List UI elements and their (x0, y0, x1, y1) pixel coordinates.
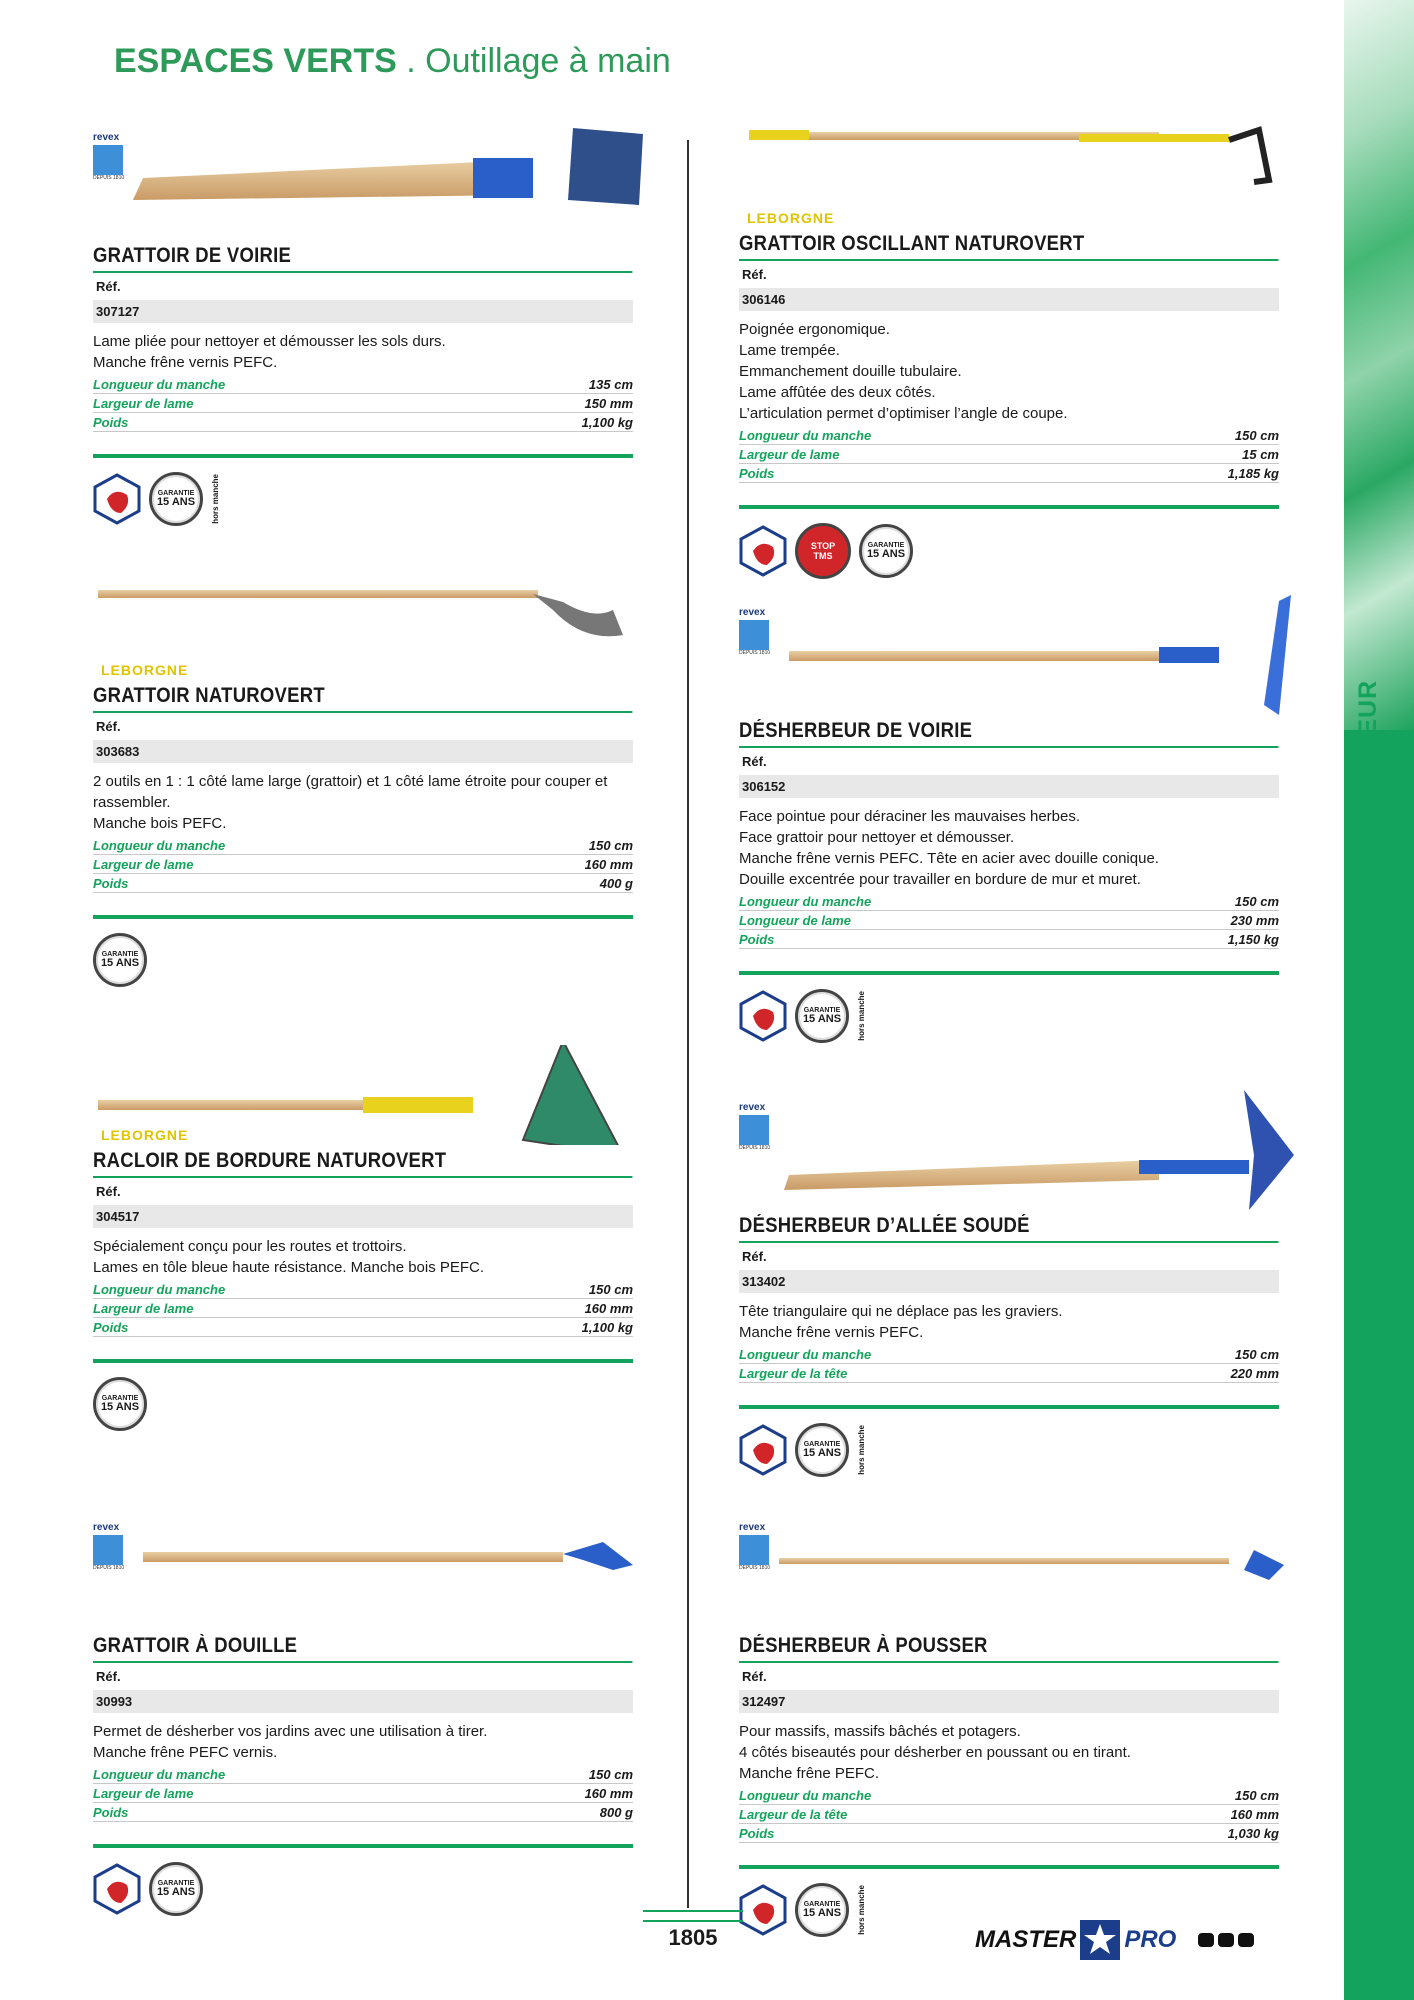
badge-row (93, 1862, 633, 1916)
ref-label: Réf. (742, 1249, 767, 1264)
spec-row (93, 1803, 633, 1822)
tool-image (739, 120, 1299, 233)
spec-value: 150 cm (1234, 428, 1279, 443)
tool-image (93, 1045, 653, 1150)
made-in-france-icon (93, 1863, 141, 1915)
product-card (93, 580, 633, 987)
made-in-france-icon (739, 990, 787, 1042)
section-end-rule (739, 1405, 1279, 1409)
spec-value: 150 cm (1234, 1788, 1279, 1803)
page-number: 1805 (668, 1925, 718, 1950)
spec-table (739, 1345, 1279, 1383)
tool-image (93, 580, 653, 685)
garantie-main: 15 ANS (156, 496, 196, 508)
product-card (93, 120, 633, 526)
spec-value: 1,150 kg (1227, 932, 1279, 947)
header-section: ESPACES VERTS (114, 42, 397, 80)
garantie-badge (93, 933, 147, 987)
spec-key: Largeur de la tête (739, 1366, 848, 1381)
spec-key: Longueur du manche (93, 377, 226, 392)
section-end-rule (93, 1844, 633, 1848)
spec-value: 800 g (599, 1805, 633, 1820)
spec-key: Longueur du manche (739, 1347, 872, 1362)
leborgne-logo: LEBORGNE (747, 210, 835, 226)
spec-key: Poids (739, 466, 775, 481)
brand-name: revex (739, 1102, 766, 1113)
spec-value: 400 g (599, 876, 633, 891)
spec-key: Poids (93, 1320, 129, 1335)
spec-row (93, 874, 633, 893)
side-label (1354, 1200, 1383, 1250)
spec-value: 1,100 kg (581, 1320, 633, 1335)
spec-row (739, 464, 1279, 483)
brand-sub: DEPUIS 1810 (739, 1145, 771, 1151)
ref-value: 306152 (739, 775, 1279, 798)
spec-value: 220 mm (1230, 1366, 1279, 1381)
badge-row (93, 472, 633, 526)
spec-table (739, 892, 1279, 949)
logo-dots (1198, 1933, 1254, 1947)
section-end-rule (93, 915, 633, 919)
garantie-badge (795, 989, 849, 1043)
ref-value: 30993 (93, 1690, 633, 1713)
product-image (739, 1510, 1279, 1630)
ref-value: 303683 (93, 740, 633, 763)
badge-row (93, 1377, 633, 1431)
spec-row (739, 1786, 1279, 1805)
brand-name: revex (93, 132, 120, 143)
ref-label: Réf. (742, 1669, 767, 1684)
product-title: DÉSHERBEUR D’ALLÉE SOUDÉ (739, 1214, 1278, 1243)
hors-manche-note: hors manche (857, 991, 866, 1041)
spec-row (93, 836, 633, 855)
ref-value: 312497 (739, 1690, 1279, 1713)
brand-sub: DEPUIS 1810 (739, 1565, 771, 1571)
logo-left: MASTER (975, 1926, 1077, 1953)
spec-row (739, 892, 1279, 911)
ref-value: 313402 (739, 1270, 1279, 1293)
spec-key: Largeur de lame (93, 857, 194, 872)
spec-key: Largeur de lame (93, 396, 194, 411)
logo-right: PRO (1124, 1926, 1177, 1953)
product-image (93, 1045, 633, 1145)
spec-key: Longueur du manche (739, 428, 872, 443)
product-description: Face pointue pour déraciner les mauvaises herbes. Face grattoir pour nettoyer et démousser. Manche frêne vernis PEFC. Tête en acier avec douille conique. Douille excentrée pour travailler en bordure de mur et muret. (739, 808, 1159, 888)
spec-value: 150 cm (588, 838, 633, 853)
product-title: GRATTOIR DE VOIRIE (93, 244, 632, 273)
garantie-top: GARANTIE (101, 951, 139, 958)
product-description: Spécialement conçu pour les routes et trottoirs. Lames en tôle bleue haute résistance. Manche bois PEFC. (93, 1238, 485, 1276)
tool-image (93, 1510, 653, 1635)
product-image (739, 1090, 1279, 1210)
ref-label: Réf. (742, 267, 767, 282)
spec-value: 160 mm (1230, 1807, 1279, 1822)
tool-image (93, 120, 653, 245)
spec-value: 230 mm (1230, 913, 1279, 928)
leborgne-logo: LEBORGNE (101, 1127, 189, 1143)
hors-manche-note: hors manche (211, 474, 220, 524)
garantie-top: GARANTIE (157, 1880, 195, 1887)
badge-row (739, 1423, 1279, 1477)
spec-row (93, 394, 633, 413)
product-image (93, 1510, 633, 1630)
spec-row (739, 1345, 1279, 1364)
brand-name: revex (93, 1522, 120, 1533)
ref-label: Réf. (96, 719, 121, 734)
ref-label: Réf. (742, 754, 767, 769)
side-pattern (1344, 0, 1414, 730)
garantie-main: 15 ANS (156, 1886, 196, 1898)
hors-manche-note: hors manche (857, 1885, 866, 1935)
product-image (739, 120, 1279, 228)
made-in-france-icon (739, 1884, 787, 1936)
spec-row (739, 930, 1279, 949)
garantie-top: GARANTIE (101, 1395, 139, 1402)
spec-table (93, 836, 633, 893)
spec-key: Largeur de lame (93, 1786, 194, 1801)
stop-tms-badge (795, 523, 851, 579)
garantie-main: 15 ANS (866, 548, 906, 560)
spec-row (93, 1318, 633, 1337)
spec-value: 135 cm (588, 377, 633, 392)
spec-value: 1,100 kg (581, 415, 633, 430)
brand-sub: DEPUIS 1810 (739, 650, 771, 656)
spec-value: 150 cm (588, 1767, 633, 1782)
spec-key: Poids (93, 876, 129, 891)
garantie-main: 15 ANS (100, 1401, 140, 1413)
spec-key: Longueur du manche (93, 1767, 226, 1782)
product-card (739, 1090, 1279, 1477)
product-description: Lame pliée pour nettoyer et démousser les sols durs. Manche frêne vernis PEFC. (93, 333, 446, 371)
spec-row (93, 855, 633, 874)
product-title: RACLOIR DE BORDURE NATUROVERT (93, 1149, 632, 1178)
brand-name: revex (739, 607, 766, 618)
spec-table (93, 375, 633, 432)
product-card (739, 120, 1279, 579)
product-card (93, 1510, 633, 1916)
section-end-rule (739, 505, 1279, 509)
brand-sub: DEPUIS 1810 (93, 1565, 125, 1571)
header-subsection: . Outillage à main (396, 42, 671, 80)
ref-value: 306146 (739, 288, 1279, 311)
leborgne-logo: LEBORGNE (101, 662, 189, 678)
spec-row (739, 1805, 1279, 1824)
product-image (93, 580, 633, 680)
product-card (93, 1045, 633, 1431)
spec-key: Longueur du manche (739, 1788, 872, 1803)
spec-key: Poids (93, 415, 129, 430)
badge-row (739, 989, 1279, 1043)
garantie-top: GARANTIE (867, 542, 905, 549)
spec-table (93, 1280, 633, 1337)
spec-table (739, 426, 1279, 483)
product-description: Pour massifs, massifs bâchés et potagers. 4 côtés biseautés pour désherber en poussant ou en tirant. Manche frêne PEFC. (739, 1723, 1131, 1782)
spec-key: Largeur de la tête (739, 1807, 848, 1822)
spec-key: Largeur de lame (739, 447, 840, 462)
spec-row (739, 911, 1279, 930)
product-title: DÉSHERBEUR DE VOIRIE (739, 719, 1278, 748)
tool-image (739, 595, 1299, 720)
spec-value: 15 cm (1242, 447, 1279, 462)
spec-key: Longueur de lame (739, 913, 851, 928)
spec-table (93, 1765, 633, 1822)
garantie-top: GARANTIE (803, 1901, 841, 1908)
spec-value: 160 mm (584, 857, 633, 872)
garantie-badge (795, 1423, 849, 1477)
product-card (739, 595, 1279, 1043)
product-description: Poignée ergonomique. Lame trempée. Emmanchement douille tubulaire. Lame affûtée des deux côtés. L’articulation permet d’optimiser l’angle de coupe. (739, 321, 1068, 422)
hors-manche-note: hors manche (857, 1425, 866, 1475)
masterpro-logo (975, 1920, 1176, 1960)
spec-row (739, 445, 1279, 464)
made-in-france-icon (739, 525, 787, 577)
spec-row (93, 375, 633, 394)
brand-name: revex (739, 1522, 766, 1533)
spec-value: 1,185 kg (1227, 466, 1279, 481)
ref-value: 307127 (93, 300, 633, 323)
spec-row (93, 1784, 633, 1803)
spec-key: Poids (739, 932, 775, 947)
badge-row (739, 523, 1279, 579)
garantie-badge (93, 1377, 147, 1431)
spec-value: 150 cm (588, 1282, 633, 1297)
made-in-france-icon (739, 1424, 787, 1476)
spec-row (93, 1280, 633, 1299)
star-icon (1080, 1920, 1120, 1960)
side-label-wrap (1354, 1200, 1383, 1250)
page-header (114, 42, 671, 81)
garantie-badge (795, 1883, 849, 1937)
ref-label: Réf. (96, 279, 121, 294)
spec-row (93, 413, 633, 432)
spec-key: Longueur du manche (93, 1282, 226, 1297)
garantie-badge (149, 472, 203, 526)
garantie-badge (149, 1862, 203, 1916)
spec-value: 160 mm (584, 1786, 633, 1801)
spec-row (93, 1765, 633, 1784)
spec-row (93, 1299, 633, 1318)
spec-value: 1,030 kg (1227, 1826, 1279, 1841)
column-divider (687, 140, 689, 1908)
spec-value: 150 cm (1234, 894, 1279, 909)
garantie-badge (859, 524, 913, 578)
garantie-main: 15 ANS (802, 1907, 842, 1919)
spec-value: 150 cm (1234, 1347, 1279, 1362)
spec-row (739, 426, 1279, 445)
ref-label: Réf. (96, 1184, 121, 1199)
garantie-main: 15 ANS (100, 957, 140, 969)
garantie-main: 15 ANS (802, 1447, 842, 1459)
section-end-rule (739, 1865, 1279, 1869)
spec-value: 160 mm (584, 1301, 633, 1316)
tool-image (739, 1090, 1299, 1215)
garantie-main: 15 ANS (802, 1013, 842, 1025)
spec-row (739, 1824, 1279, 1843)
spec-table (739, 1786, 1279, 1843)
product-title: GRATTOIR À DOUILLE (93, 1634, 632, 1663)
brand-sub: DEPUIS 1810 (93, 175, 125, 181)
spec-key: Poids (93, 1805, 129, 1820)
section-end-rule (93, 1359, 633, 1363)
product-description: 2 outils en 1 : 1 côté lame large (grattoir) et 1 côté lame étroite pour couper et rassembler. Manche bois PEFC. (93, 773, 608, 832)
section-end-rule (93, 454, 633, 458)
product-title: DÉSHERBEUR À POUSSER (739, 1634, 1278, 1663)
section-end-rule (739, 971, 1279, 975)
stop-l2: TMS (813, 551, 833, 561)
stop-l1: STOP (810, 541, 836, 551)
ref-label: Réf. (96, 1669, 121, 1684)
product-title: GRATTOIR OSCILLANT NATUROVERT (739, 232, 1278, 261)
product-card (739, 1510, 1279, 1937)
spec-key: Longueur du manche (93, 838, 226, 853)
product-description: Tête triangulaire qui ne déplace pas les graviers. Manche frêne vernis PEFC. (739, 1303, 1063, 1341)
tool-image (739, 1510, 1299, 1635)
spec-key: Poids (739, 1826, 775, 1841)
spec-value: 150 mm (584, 396, 633, 411)
badge-row (93, 933, 633, 987)
made-in-france-icon (93, 473, 141, 525)
ref-value: 304517 (93, 1205, 633, 1228)
spec-key: Largeur de lame (93, 1301, 194, 1316)
product-image (93, 120, 633, 240)
product-description: Permet de désherber vos jardins avec une utilisation à tirer. Manche frêne PEFC vernis. (93, 1723, 488, 1761)
garantie-top: GARANTIE (803, 1007, 841, 1014)
spec-row (739, 1364, 1279, 1383)
product-image (739, 595, 1279, 715)
spec-key: Longueur du manche (739, 894, 872, 909)
footer-lines (643, 1910, 743, 1922)
garantie-top: GARANTIE (157, 490, 195, 497)
garantie-top: GARANTIE (803, 1441, 841, 1448)
product-title: GRATTOIR NATUROVERT (93, 684, 632, 713)
